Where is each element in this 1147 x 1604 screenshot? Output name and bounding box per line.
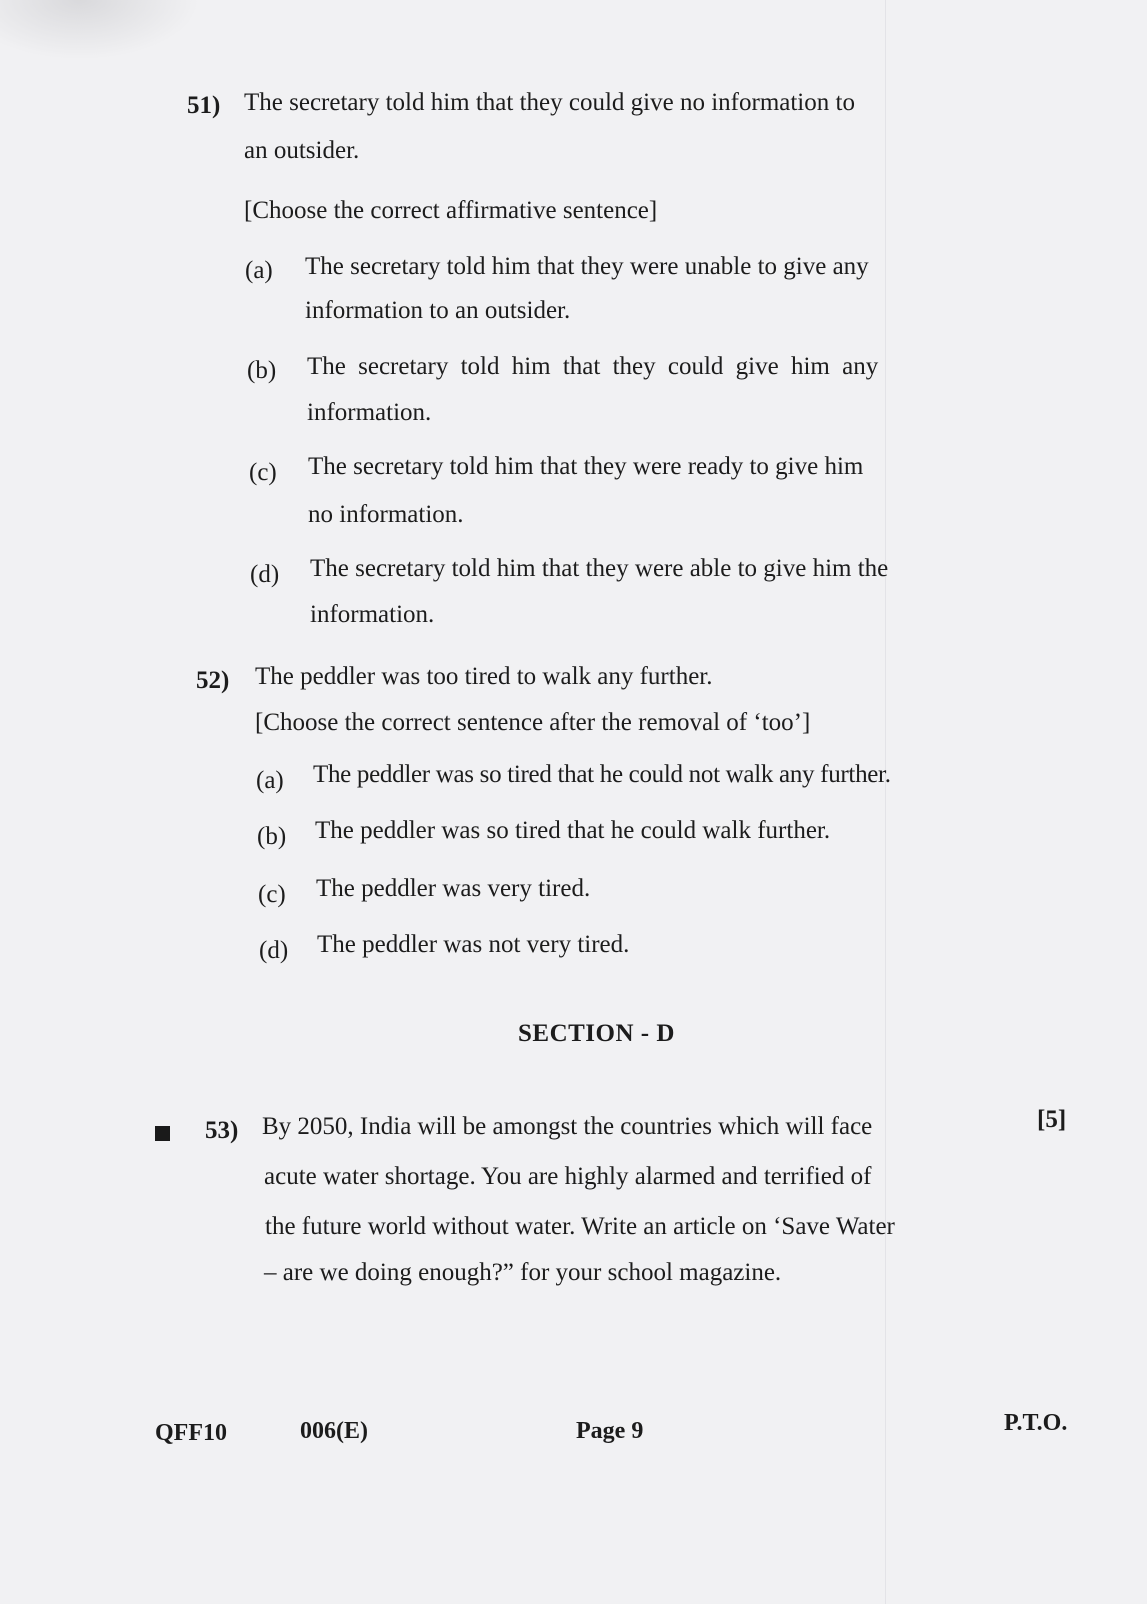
option-text: The peddler was not very tired. <box>317 931 630 958</box>
question-text: The peddler was too tired to walk any further. <box>255 663 713 690</box>
question-text: – are we doing enough?” for your school magazine. <box>264 1259 782 1286</box>
question-text: an outsider. <box>244 137 360 164</box>
bullet-square-icon <box>155 1126 170 1141</box>
question-text: acute water shortage. You are highly alarmed and terrified of <box>264 1163 872 1190</box>
option-text: The secretary told him that they were unable to give any <box>305 253 869 280</box>
question-text: By 2050, India will be amongst the countries which will face <box>262 1113 873 1140</box>
option-label: (d) <box>259 937 289 964</box>
question-number: 53) <box>205 1117 239 1144</box>
question-text: The secretary told him that they could give no information to <box>244 89 855 116</box>
option-text: no information. <box>308 501 464 528</box>
option-text: The peddler was so tired that he could not walk any further. <box>313 761 891 788</box>
option-text: information to an outsider. <box>305 297 571 324</box>
option-label: (b) <box>257 823 287 850</box>
question-text: the future world without water. Write an article on ‘Save Water <box>265 1213 895 1240</box>
paper-number: 006(E) <box>300 1418 368 1444</box>
option-label: (a) <box>245 257 273 284</box>
pto-label: P.T.O. <box>1004 1410 1068 1436</box>
question-instruction: [Choose the correct affirmative sentence] <box>244 197 658 224</box>
option-text: The peddler was very tired. <box>316 875 591 902</box>
scan-shadow <box>0 0 200 60</box>
option-label: (d) <box>250 561 280 588</box>
page-number: Page 9 <box>576 1418 644 1444</box>
option-text: The secretary told him that they could give him any <box>307 353 879 380</box>
option-text: information. <box>307 399 432 426</box>
option-label: (b) <box>247 357 277 384</box>
option-label: (a) <box>256 767 284 794</box>
option-text: The secretary told him that they were ready to give him <box>308 453 864 480</box>
option-text: The peddler was so tired that he could walk further. <box>315 817 831 844</box>
fold-line <box>885 0 886 1604</box>
option-label: (c) <box>249 459 277 486</box>
question-number: 51) <box>187 92 221 119</box>
option-text: information. <box>310 601 435 628</box>
question-instruction: [Choose the correct sentence after the removal of ‘too’] <box>255 709 811 736</box>
question-number: 52) <box>196 667 230 694</box>
option-label: (c) <box>258 881 286 908</box>
section-heading: SECTION - D <box>518 1020 675 1047</box>
paper-code: QFF10 <box>155 1420 227 1446</box>
option-text: The secretary told him that they were able to give him the <box>310 555 889 582</box>
marks-badge: [5] <box>1037 1106 1067 1133</box>
